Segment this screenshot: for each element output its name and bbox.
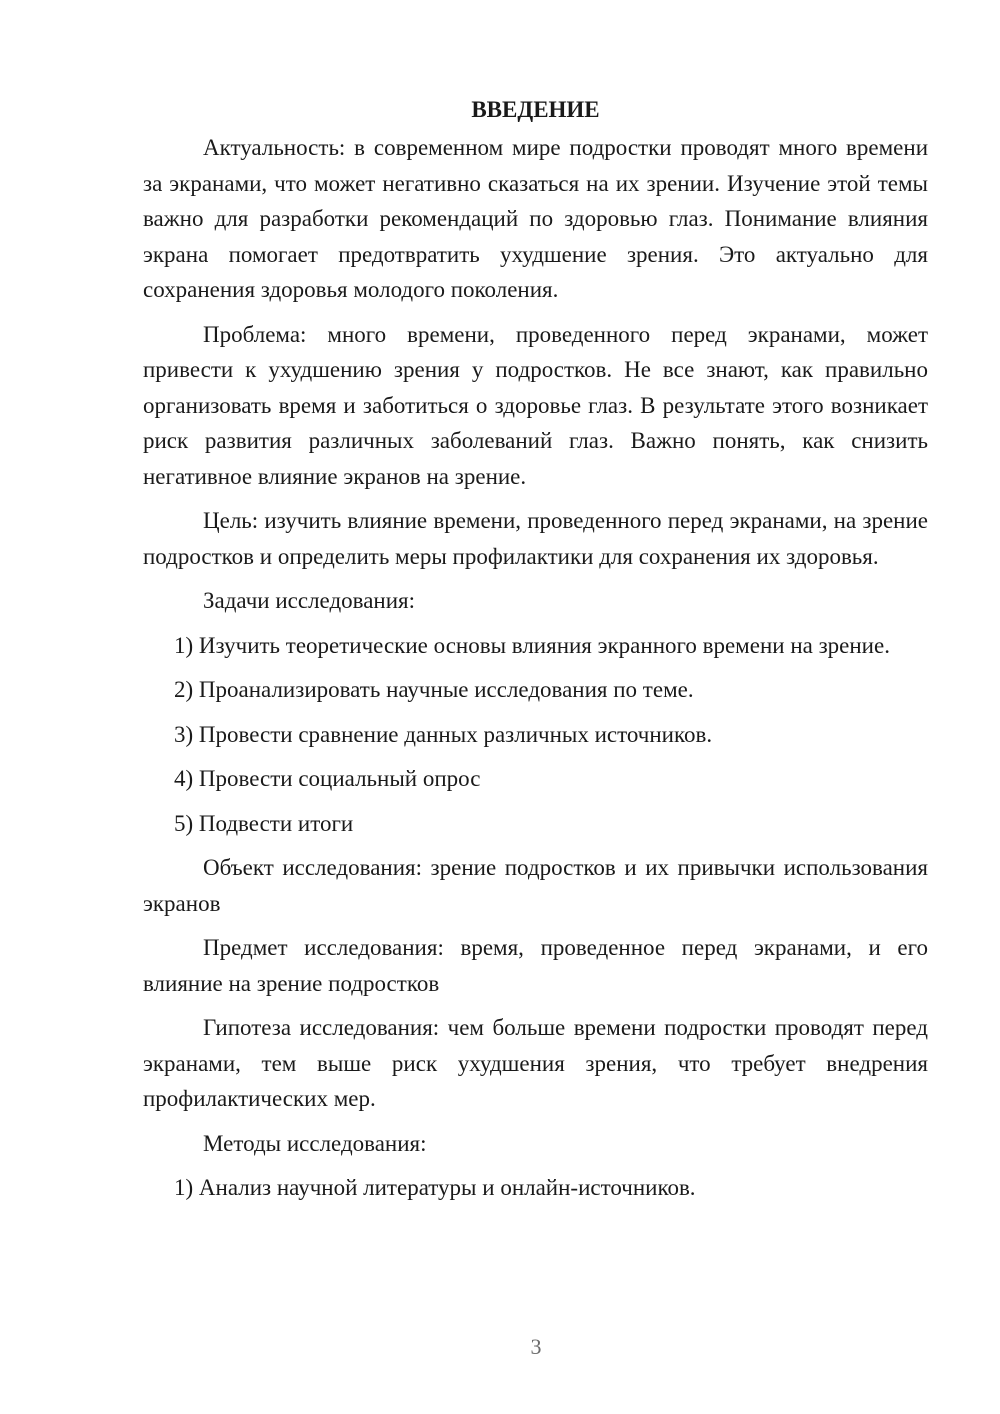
methods-heading: Методы исследования:: [203, 1130, 427, 1156]
task-item: 3) Провести сравнение данных различных источников.: [174, 721, 713, 747]
paragraph-hypothesis: Гипотеза исследования: чем больше времени подростки проводят перед экранами, тем выше риск ухудшения зрения, что требует внедрения профилактических мер.: [143, 1015, 928, 1111]
paragraph-relevance: Актуальность: в современном мире подростки проводят много времени за экранами, что может негативно сказаться на их зрении. Изучение этой темы важно для разработки рекомендаций по здоровью глаз. Понимание влияния экрана помогает предотвратить ухудшение зрения. Это актуально для сохранения здоровья молодого поколения.: [143, 135, 928, 302]
page-number: 3: [530, 1334, 542, 1359]
task-item: 5) Подвести итоги: [174, 810, 354, 836]
paragraph-goal: Цель: изучить влияние времени, проведенного перед экранами, на зрение подростков и определить меры профилактики для сохранения их здоровья.: [143, 508, 928, 569]
task-item: 1) Изучить теоретические основы влияния экранного времени на зрение.: [174, 632, 890, 658]
paragraph-object: Объект исследования: зрение подростков и их привычки использования экранов: [143, 855, 928, 916]
task-item: 4) Провести социальный опрос: [174, 766, 481, 791]
task-item: 2) Проанализировать научные исследования по теме.: [174, 677, 694, 702]
section-title: ВВЕДЕНИЕ: [471, 97, 600, 122]
paragraph-subject: Предмет исследования: время, проведенное перед экранами, и его влияние на зрение подростков: [143, 935, 928, 996]
paragraph-problem: Проблема: много времени, проведенного перед экранами, может привести к ухудшению зрения у подростков. Не все знают, как правильно организовать время и заботиться о здоровье глаз. В результате этого возникает риск развития различных заболеваний глаз. Важно понять, как снизить негативное влияние экранов на зрение.: [143, 321, 928, 489]
method-item: 1) Анализ научной литературы и онлайн-источников.: [174, 1175, 696, 1200]
page-body: [143, 92, 928, 1215]
tasks-heading: Задачи исследования:: [203, 588, 416, 613]
